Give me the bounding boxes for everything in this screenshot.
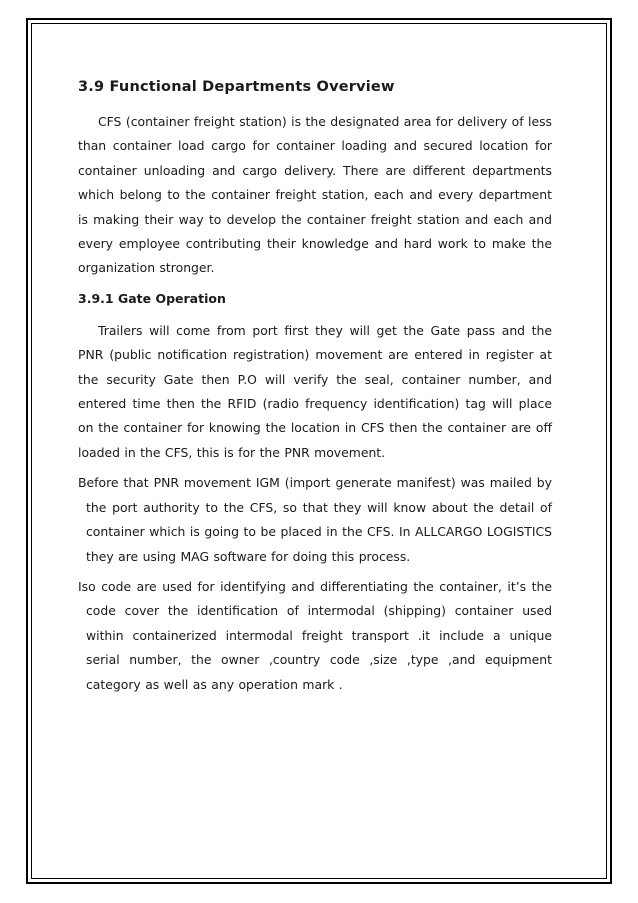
section-heading: 3.9 Functional Departments Overview bbox=[78, 79, 395, 95]
subsection-heading: 3.9.1 Gate Operation bbox=[78, 290, 226, 306]
document-body bbox=[78, 74, 552, 697]
gate-operation-paragraph: Trailers will come from port first they will get the Gate pass and the PNR (public notification registration) movement are entered in register at the security Gate then P.O will verify the seal, container number, and entered time then the RFID (radio frequency identification) tag will place on the container for knowing the location in CFS then the container are off loaded in the CFS, this is for the PNR movement. bbox=[78, 322, 552, 460]
spacer bbox=[78, 311, 552, 319]
iso-code-paragraph: Iso code are used for identifying and differentiating the container, it’s the code cover the identification of intermodal (shipping) container used within containerized intermodal freight transport .it include a unique serial number, the owner ,country code ,size ,type ,and equipment category as well as any operation mark . bbox=[78, 578, 552, 692]
spacer bbox=[78, 100, 552, 110]
igm-paragraph: Before that PNR movement IGM (import generate manifest) was mailed by the port authority to the CFS, so that they will know about the detail of container which is going to be placed in the CFS. In ALLCARGO LOGISTICS they are using MAG software for doing this process. bbox=[78, 475, 552, 564]
intro-paragraph: CFS (container freight station) is the designated area for delivery of less than container load cargo for container loading and secured location for container unloading and cargo delivery. There are different departments which belong to the container freight station, each and every department is making their way to develop the container freight station and each and every employee contributing their knowledge and hard work to make the organization stronger. bbox=[78, 114, 552, 276]
